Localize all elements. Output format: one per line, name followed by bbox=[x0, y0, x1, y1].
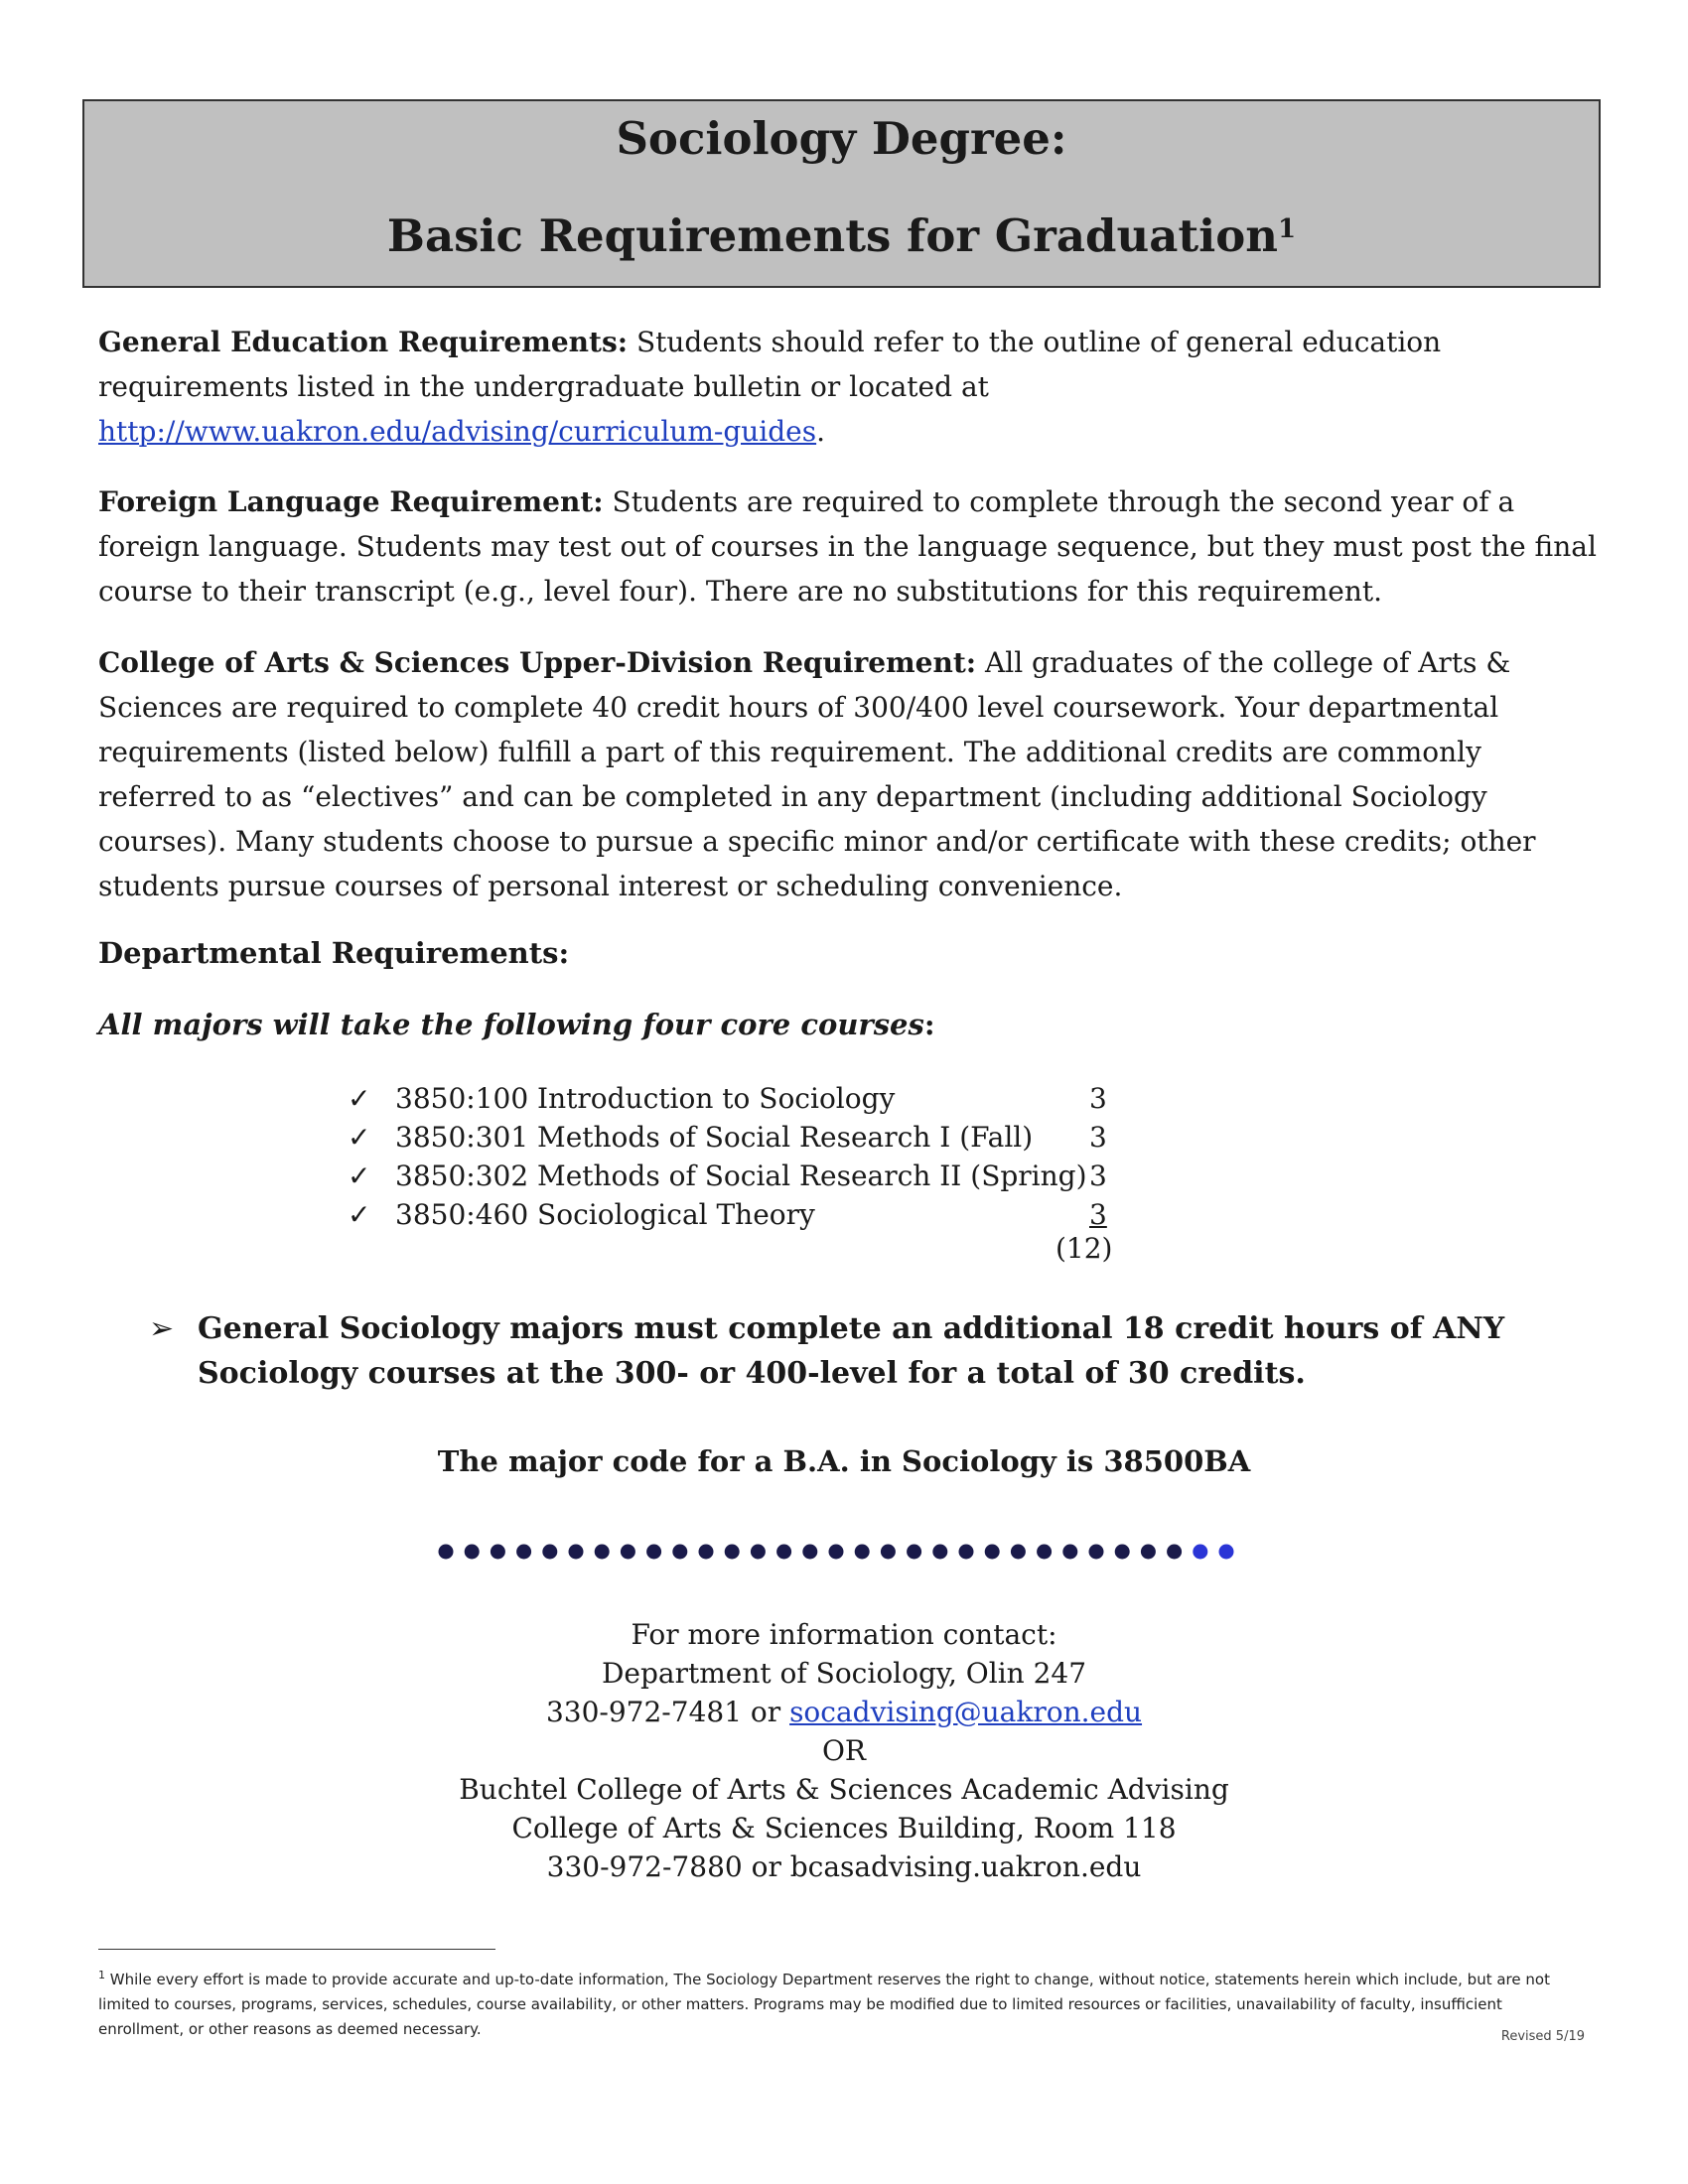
checkmark-icon: ✓ bbox=[348, 1082, 371, 1115]
course-credits: 3 bbox=[1089, 1160, 1107, 1192]
course-row bbox=[348, 1079, 1122, 1118]
divider-dot bbox=[516, 1545, 531, 1560]
foreign-language-paragraph bbox=[98, 479, 1598, 614]
divider-dot bbox=[1219, 1545, 1234, 1560]
upper-division-paragraph bbox=[98, 640, 1598, 908]
contact-intro: For more information contact: bbox=[631, 1618, 1057, 1651]
footnote-marker: 1 bbox=[98, 1969, 105, 1981]
divider-dot bbox=[985, 1545, 1000, 1560]
course-name: 3850:301 Methods of Social Research I (Fall) bbox=[395, 1121, 1034, 1154]
footnote-text: While every effort is made to provide accurate and up-to-date information, The Sociology Department reserves the right to change, without notice, statements herein which include, but are not limited to courses, programs, services, schedules, course availability, or other matters. Programs may be modified due to limited resources or facilities, unavailability of faculty, insufficient enrollment, or other reasons as deemed necessary. bbox=[98, 1971, 1550, 2038]
core-courses-intro-colon: : bbox=[923, 1008, 935, 1041]
contact-college: Buchtel College of Arts & Sciences Academic Advising bbox=[459, 1773, 1229, 1806]
divider-dot bbox=[907, 1545, 921, 1560]
divider-dot bbox=[959, 1545, 974, 1560]
divider-dot bbox=[491, 1545, 505, 1560]
gen-ed-heading: General Education Requirements: bbox=[98, 326, 629, 358]
divider-dot bbox=[595, 1545, 610, 1560]
course-row bbox=[348, 1195, 1122, 1234]
checkmark-icon: ✓ bbox=[348, 1198, 371, 1231]
general-sociology-bullet bbox=[149, 1306, 1559, 1396]
core-courses-intro bbox=[98, 1008, 935, 1041]
contact-college-phone: 330-972-7880 or bcasadvising.uakron.edu bbox=[546, 1850, 1142, 1883]
arrow-bullet-icon: ➢ bbox=[149, 1311, 175, 1346]
course-credits: 3 bbox=[1089, 1082, 1107, 1115]
title-footnote-marker[interactable]: 1 bbox=[1277, 214, 1297, 244]
divider-dot bbox=[699, 1545, 714, 1560]
divider-dot bbox=[621, 1545, 635, 1560]
major-code: The major code for a B.A. in Sociology is 38500BA bbox=[437, 1444, 1251, 1478]
course-row bbox=[348, 1157, 1122, 1195]
course-credits: 3 bbox=[1089, 1198, 1107, 1231]
divider-dot bbox=[802, 1545, 817, 1560]
title-box bbox=[82, 99, 1601, 288]
divider-dot bbox=[1141, 1545, 1156, 1560]
course-name: 3850:302 Methods of Social Research II (Spring) bbox=[395, 1160, 1087, 1192]
divider-dot bbox=[881, 1545, 896, 1560]
gen-ed-text: Students should refer to the outline of general education requirements listed in the undergraduate bulletin or located at bbox=[98, 326, 1442, 403]
contact-phone-line bbox=[0, 1693, 1688, 1731]
dotted-divider bbox=[438, 1540, 1252, 1564]
upper-division-text: All graduates of the college of Arts & Sciences are required to complete 40 credit hours of 300/400 level coursework. Your departmental requirements (listed below) fulfill a part of this requirement. The additional credits are commonly referred to as “electives” and can be completed in any department (including additional Sociology courses). Many students choose to pursue a specific minor and/or certificate with these credits; other students pursue courses of personal interest or scheduling convenience. bbox=[98, 646, 1536, 902]
divider-dot bbox=[829, 1545, 844, 1560]
contact-phone: 330-972-7481 or bbox=[545, 1696, 790, 1728]
footnote bbox=[98, 1963, 1568, 2042]
core-credits-total: (12) bbox=[1055, 1232, 1113, 1265]
foreign-language-text: Students are required to complete through the second year of a foreign language. Students may test out of courses in the language sequence, but they must post the final course to their transcript (e.g., level four). There are no substitutions for this requirement. bbox=[98, 485, 1597, 608]
divider-dot bbox=[1193, 1545, 1207, 1560]
divider-dot bbox=[751, 1545, 766, 1560]
divider-dot bbox=[439, 1545, 454, 1560]
general-sociology-text: General Sociology majors must complete an additional 18 credit hours of ANY Sociology courses at the 300- or 400-level for a total of 30 credits. bbox=[198, 1311, 1505, 1391]
revision-date: Revised 5/19 bbox=[1500, 2029, 1585, 2044]
page-title: Sociology Degree: bbox=[616, 112, 1067, 165]
divider-dot bbox=[1115, 1545, 1130, 1560]
core-course-list bbox=[348, 1079, 1122, 1234]
divider-dot bbox=[1167, 1545, 1182, 1560]
page-subtitle bbox=[84, 209, 1599, 262]
divider-dot bbox=[542, 1545, 557, 1560]
email-link[interactable]: socadvising@uakron.edu bbox=[789, 1696, 1143, 1728]
gen-ed-paragraph bbox=[98, 320, 1598, 454]
curriculum-guides-link[interactable]: http://www.uakron.edu/advising/curriculum-guides bbox=[98, 415, 817, 448]
gen-ed-end: . bbox=[816, 415, 826, 448]
course-credits: 3 bbox=[1089, 1121, 1107, 1154]
checkmark-icon: ✓ bbox=[348, 1160, 371, 1192]
divider-dot bbox=[465, 1545, 480, 1560]
divider-dot bbox=[646, 1545, 661, 1560]
checkmark-icon: ✓ bbox=[348, 1121, 371, 1154]
upper-division-heading: College of Arts & Sciences Upper-Division Requirement: bbox=[98, 646, 977, 679]
contact-block bbox=[0, 1615, 1688, 1886]
divider-dot bbox=[855, 1545, 870, 1560]
divider-dot bbox=[1062, 1545, 1077, 1560]
departmental-heading: Departmental Requirements: bbox=[98, 936, 570, 970]
core-courses-intro-text: All majors will take the following four core courses bbox=[98, 1008, 924, 1041]
footnote-divider bbox=[98, 1949, 495, 1950]
contact-building: College of Arts & Sciences Building, Room 118 bbox=[511, 1812, 1177, 1844]
course-name: 3850:100 Introduction to Sociology bbox=[395, 1082, 896, 1115]
contact-or: OR bbox=[821, 1734, 867, 1767]
divider-dot bbox=[1089, 1545, 1104, 1560]
contact-department: Department of Sociology, Olin 247 bbox=[601, 1657, 1087, 1690]
divider-dot bbox=[672, 1545, 687, 1560]
divider-dot bbox=[569, 1545, 584, 1560]
divider-dot bbox=[1011, 1545, 1026, 1560]
course-row bbox=[348, 1118, 1122, 1157]
divider-dot bbox=[776, 1545, 791, 1560]
divider-dot bbox=[932, 1545, 947, 1560]
foreign-language-heading: Foreign Language Requirement: bbox=[98, 485, 604, 518]
page-subtitle-text: Basic Requirements for Graduation bbox=[386, 209, 1278, 262]
divider-dot bbox=[1037, 1545, 1052, 1560]
divider-dot bbox=[725, 1545, 740, 1560]
course-name: 3850:460 Sociological Theory bbox=[395, 1198, 815, 1231]
